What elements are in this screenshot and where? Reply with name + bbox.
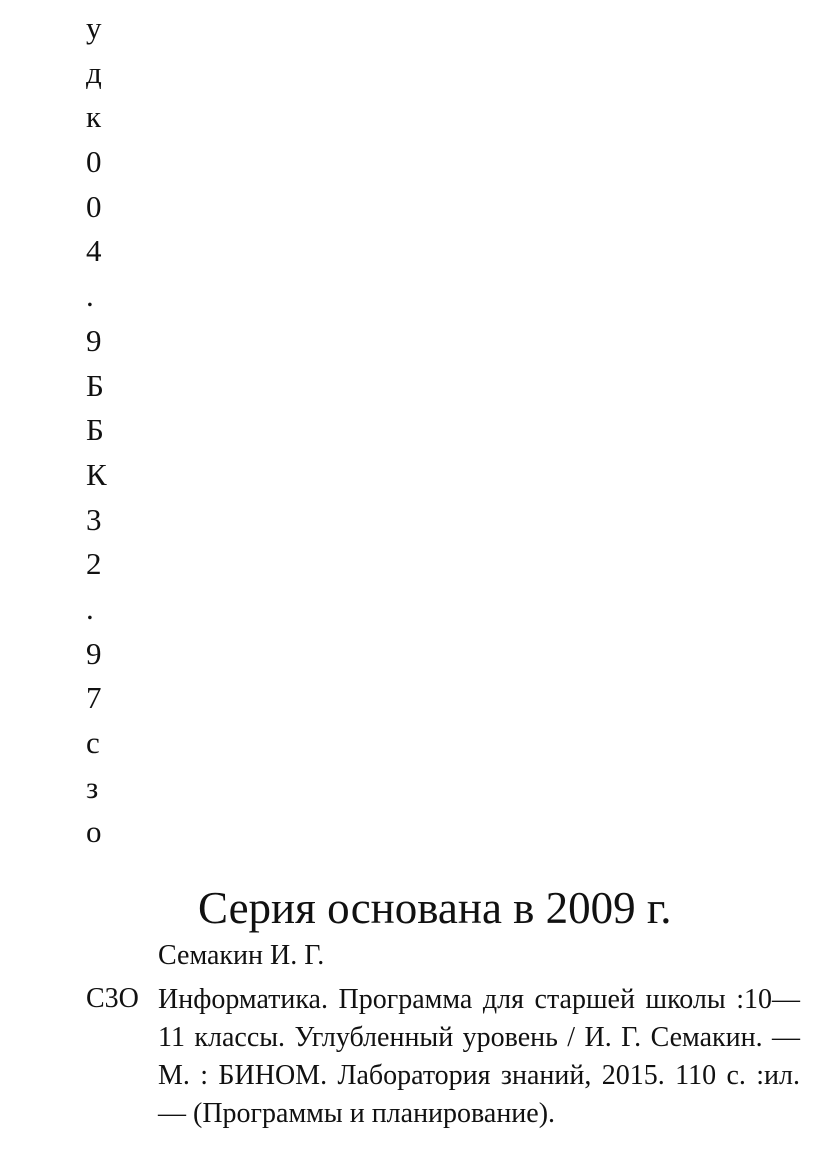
index-char: 7 xyxy=(86,680,102,716)
catalog-entry-text: Информатика. Программа для старшей школы :10—11 классы. Углубленный уровень / И. Г. Семакин. — М. : БИНОМ. Лаборатория знаний, 2015. 110 с. :ил. — (Программы и планирование). xyxy=(158,984,800,1129)
index-char: 4 xyxy=(86,233,102,269)
catalog-code: С3О xyxy=(86,983,139,1014)
index-char: 9 xyxy=(86,322,102,358)
index-char: о xyxy=(86,814,102,850)
author-heading: Семакин И. Г. xyxy=(158,940,325,971)
udc-bbk-vertical-index xyxy=(86,6,126,855)
index-char: К xyxy=(86,456,107,492)
index-char: 9 xyxy=(86,635,102,671)
index-char: д xyxy=(86,54,102,90)
index-char: 2 xyxy=(86,546,102,582)
index-char: Б xyxy=(86,412,104,448)
index-char: 0 xyxy=(86,188,102,224)
index-char: у xyxy=(86,10,102,45)
index-char: с xyxy=(86,725,100,760)
index-char: к xyxy=(86,99,102,135)
index-char: з xyxy=(86,769,99,805)
series-founded-note: Серия основана в 2009 г. xyxy=(198,883,672,933)
index-char: Б xyxy=(86,367,104,403)
index-char: . xyxy=(86,278,94,314)
index-char: . xyxy=(86,590,94,626)
index-char: 3 xyxy=(86,501,102,537)
index-char: 0 xyxy=(86,144,102,180)
